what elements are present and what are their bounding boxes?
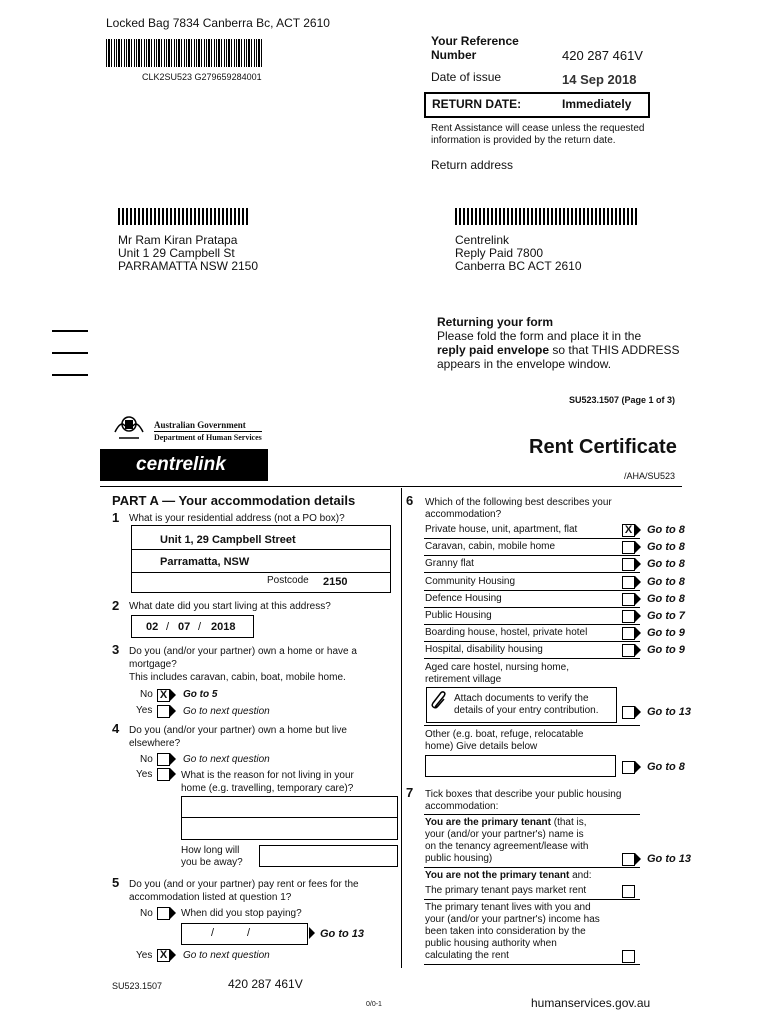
return-label: RETURN DATE:	[432, 97, 522, 111]
q6-option-goto: Go to 8	[647, 558, 685, 570]
row-divider	[424, 555, 640, 556]
row-divider	[424, 590, 640, 591]
q3-line1: Do you (and/or your partner) own a home or have a	[129, 646, 357, 657]
q6-option-goto: Go to 8	[647, 541, 685, 553]
arrow-icon	[635, 761, 641, 773]
returning-instructions	[437, 315, 680, 371]
row-divider	[424, 725, 640, 726]
returning-text3: appears in the envelope window.	[437, 357, 612, 371]
arrow-icon	[170, 949, 176, 961]
arrow-icon	[170, 753, 176, 765]
issue-value: 14 Sep 2018	[562, 72, 637, 87]
field-divider	[132, 572, 390, 573]
primary-goto: Go to 13	[647, 853, 692, 865]
q5-line1: Do you (and or your partner) pay rent or fees for the	[129, 879, 359, 890]
aged-care-line1: Aged care hostel, nursing home,	[425, 662, 569, 673]
footer-ref: 420 287 461V	[228, 977, 303, 991]
q4-yes-label: Yes	[136, 769, 153, 780]
q5-line2: accommodation listed at question 1?	[129, 892, 292, 903]
postal-barcode-recipient	[118, 208, 248, 225]
q5-stop-date-field[interactable]	[181, 923, 308, 945]
primary-bold: You are the primary tenant	[425, 817, 551, 828]
question-number: 3	[112, 642, 120, 657]
address-line1: Unit 1, 29 Campbell Street	[160, 534, 296, 546]
field-divider	[132, 549, 390, 550]
primary-line3: on the tenancy agreement/lease with	[425, 841, 589, 852]
footer-code: SU523.1507	[112, 981, 163, 991]
q6-aged-care	[425, 662, 569, 686]
address-field[interactable]	[131, 525, 391, 593]
other-line2: home) Give details below	[425, 741, 538, 752]
row-divider	[424, 867, 640, 868]
row-divider	[424, 538, 640, 539]
footer-page-mark: 0/0-1	[366, 1001, 382, 1008]
q6-option-checkbox[interactable]	[622, 627, 635, 640]
paperclip-icon	[431, 691, 449, 711]
arrow-icon	[170, 689, 176, 701]
q6-option-goto: Go to 8	[647, 524, 685, 536]
q7-notprimary	[425, 870, 592, 881]
return-to-line3: Canberra BC ACT 2610	[455, 259, 582, 273]
q6-option-goto: Go to 9	[647, 627, 685, 639]
field-divider	[182, 817, 397, 818]
q6-option-checkbox[interactable]	[622, 610, 635, 623]
q3-no-goto: Go to 5	[183, 689, 218, 700]
date-day: 02	[146, 621, 159, 633]
notprimary-rest: and:	[569, 870, 592, 881]
row-divider	[424, 641, 640, 642]
primary-tenant-checkbox[interactable]	[622, 853, 635, 866]
gov-line2: Department of Human Services	[154, 433, 262, 442]
fold-mark	[52, 330, 88, 332]
q6-option-checkbox[interactable]: X	[622, 524, 635, 537]
returning-text1: Please fold the form and place it in the	[437, 329, 642, 343]
q3-line3: This includes caravan, cabin, boat, mobile home.	[129, 672, 346, 683]
q4-howlong-text	[181, 845, 243, 869]
centrelink-logo: centrelink	[136, 454, 226, 475]
form-title: Rent Certificate	[529, 436, 677, 458]
lives-line5: calculating the rent	[425, 950, 509, 961]
date-sep: /	[247, 927, 251, 939]
barcode	[106, 39, 264, 67]
q4-no-goto: Go to next question	[183, 754, 270, 765]
notprimary-bold: You are not the primary tenant	[425, 870, 570, 881]
row-divider	[424, 964, 640, 965]
q4-yes-line2: home (e.g. travelling, temporary care)?	[181, 783, 354, 794]
q3-no-label: No	[140, 689, 153, 700]
question-number: 1	[112, 510, 120, 525]
q6-text	[425, 497, 612, 521]
return-to-line1: Centrelink	[455, 233, 510, 247]
lives-line3: been taken into consideration by the	[425, 926, 586, 937]
q6-option-checkbox[interactable]	[622, 558, 635, 571]
arrow-icon	[635, 610, 641, 622]
q6-option-label: Community Housing	[425, 576, 516, 587]
q3-yes-label: Yes	[136, 705, 153, 716]
q4-reason-field[interactable]	[181, 796, 398, 840]
q7-line1: Tick boxes that describe your public housing	[425, 789, 622, 800]
lives-line4: public housing authority when	[425, 938, 557, 949]
arrow-icon	[635, 558, 641, 570]
q3-yes-goto: Go to next question	[183, 706, 270, 717]
arrow-icon	[170, 768, 176, 780]
question-number: 2	[112, 598, 120, 613]
q6-option-goto: Go to 9	[647, 644, 685, 656]
footer-site: humanservices.gov.au	[531, 996, 651, 1010]
arrow-icon	[635, 627, 641, 639]
part-a-heading: PART A — Your accommodation details	[112, 493, 356, 508]
q6-option-label: Private house, unit, apartment, flat	[425, 524, 578, 535]
q6-option-label: Defence Housing	[425, 593, 502, 604]
rent-notice: Rent Assistance will cease unless the requested information is provided by the return date.	[431, 123, 645, 146]
q5-yes-label: Yes	[136, 950, 153, 961]
form-subcode: /AHA/SU523	[624, 471, 676, 481]
q6-option-label: Boarding house, hostel, private hotel	[425, 627, 588, 638]
q5-yes-checkbox[interactable]: X	[157, 949, 170, 962]
q4-yes-checkbox[interactable]	[157, 768, 170, 781]
lives-line1: The primary tenant lives with you and	[425, 902, 591, 913]
return-to-line2: Reply Paid 7800	[455, 246, 544, 260]
other-details-field[interactable]	[425, 755, 616, 777]
q4-yes-text	[181, 769, 354, 795]
recipient-address	[118, 234, 258, 273]
sender-address: Locked Bag 7834 Canberra Bc, ACT 2610	[106, 16, 330, 30]
q5-text	[129, 878, 359, 904]
date-year: 2018	[211, 621, 236, 633]
address-line2: Parramatta, NSW	[160, 556, 250, 568]
column-divider	[401, 488, 402, 968]
arrow-icon	[635, 541, 641, 553]
market-rent-text: The primary tenant pays market rent	[425, 885, 587, 896]
row-divider	[424, 607, 640, 608]
return-date-box	[424, 92, 650, 118]
market-rent-checkbox[interactable]	[622, 885, 635, 898]
q2-text: What date did you start living at this address?	[129, 601, 331, 612]
returning-heading: Returning your form	[437, 315, 553, 329]
aged-care-line2: retirement village	[425, 674, 502, 685]
primary-line2: your (and/or your partner's) name is	[425, 829, 584, 840]
arrow-icon	[635, 524, 641, 536]
q7-line2: accommodation:	[425, 801, 499, 812]
issue-label: Date of issue	[431, 70, 502, 84]
question-number: 4	[112, 721, 120, 736]
q3-text	[129, 645, 357, 684]
returning-text2: so that THIS ADDRESS	[549, 343, 680, 357]
arrow-icon	[635, 593, 641, 605]
return-address-label: Return address	[431, 158, 514, 172]
q6-option-goto: Go to 8	[647, 593, 685, 605]
howlong-line1: How long will	[181, 845, 240, 856]
q7-text	[425, 789, 621, 813]
q6-option-label: Caravan, cabin, mobile home	[425, 541, 556, 552]
returning-bold: reply paid envelope	[437, 343, 550, 357]
q4-yes-line1: What is the reason for not living in your	[181, 770, 354, 781]
q6-option-label: Granny flat	[425, 558, 474, 569]
row-divider	[424, 572, 640, 573]
row-divider	[424, 899, 640, 900]
q7-primary	[425, 817, 588, 865]
lives-with-checkbox[interactable]	[622, 950, 635, 963]
q4-no-label: No	[140, 754, 153, 765]
section-divider	[100, 486, 682, 487]
attach-line2: details of your entry contribution.	[454, 705, 599, 716]
question-number: 7	[406, 785, 414, 800]
q6-option-label: Hospital, disability housing	[425, 644, 543, 655]
arrow-icon	[635, 706, 641, 718]
postcode-value: 2150	[323, 576, 348, 588]
aged-care-goto: Go to 13	[647, 706, 692, 718]
q6-other	[425, 729, 583, 753]
q7-lives	[425, 902, 600, 962]
centrelink-banner	[100, 449, 268, 481]
q3-line2: mortgage?	[129, 659, 177, 670]
attach-notice	[426, 687, 617, 723]
date-sep: /	[198, 621, 202, 633]
q4-line2: elsewhere?	[129, 738, 181, 749]
q6-option-checkbox[interactable]	[622, 644, 635, 657]
date-sep: /	[211, 927, 215, 939]
start-date-field[interactable]	[131, 615, 254, 638]
q5-no-text: When did you stop paying?	[181, 908, 302, 919]
arrow-icon	[170, 705, 176, 717]
date-month: 07	[178, 621, 191, 633]
arrow-icon	[309, 927, 315, 939]
return-to-address	[455, 234, 582, 273]
row-divider	[424, 658, 640, 659]
reference-value: 420 287 461V	[562, 48, 643, 63]
recipient-line1: Mr Ram Kiran Pratapa	[118, 233, 238, 247]
gov-branding	[154, 419, 262, 444]
arrow-icon	[635, 576, 641, 588]
q4-line1: Do you (and/or your partner) own a home but live	[129, 725, 347, 736]
other-checkbox[interactable]	[622, 761, 635, 774]
other-goto: Go to 8	[647, 761, 685, 773]
q4-text	[129, 724, 347, 750]
arrow-icon	[635, 853, 641, 865]
recipient-line2: Unit 1 29 Campbell St	[118, 246, 235, 260]
reference-label: Your Reference Number	[431, 34, 519, 62]
q6-option-goto: Go to 7	[647, 610, 685, 622]
form-code-page: SU523.1507 (Page 1 of 3)	[569, 395, 676, 405]
q6-line1: Which of the following best describes your	[425, 497, 612, 508]
q5-yes-goto: Go to next question	[183, 950, 270, 961]
fold-mark	[52, 352, 88, 354]
howlong-line2: you be away?	[181, 857, 243, 868]
q6-option-goto: Go to 8	[647, 576, 685, 588]
q1-text: What is your residential address (not a PO box)?	[129, 513, 345, 524]
q6-option-checkbox[interactable]	[622, 541, 635, 554]
q4-no-checkbox[interactable]	[157, 753, 170, 766]
aged-care-checkbox[interactable]	[622, 706, 635, 719]
row-divider	[424, 814, 640, 815]
other-line1: Other (e.g. boat, refuge, relocatable	[425, 729, 584, 740]
return-value: Immediately	[562, 97, 632, 111]
q6-option-label: Public Housing	[425, 610, 492, 621]
coat-of-arms-icon	[111, 412, 147, 442]
attach-line1: Attach documents to verify the	[454, 693, 589, 704]
row-divider	[424, 624, 640, 625]
primary-rest: (that is,	[550, 817, 587, 828]
attach-text	[454, 693, 599, 717]
question-number: 6	[406, 493, 414, 508]
q5-no-label: No	[140, 908, 153, 919]
question-number: 5	[112, 875, 120, 890]
q6-option-checkbox[interactable]	[622, 593, 635, 606]
q5-goto-13: Go to 13	[320, 928, 365, 940]
gov-line1: Australian Government	[154, 420, 246, 430]
primary-line4: public housing)	[425, 853, 493, 864]
date-sep: /	[166, 621, 170, 633]
recipient-line3: PARRAMATTA NSW 2150	[118, 259, 259, 273]
q6-line2: accommodation?	[425, 509, 502, 520]
q5-no-checkbox[interactable]	[157, 907, 170, 920]
q3-yes-checkbox[interactable]	[157, 705, 170, 718]
postcode-label: Postcode	[267, 575, 309, 586]
postal-barcode-return	[455, 208, 637, 225]
q6-option-checkbox[interactable]	[622, 576, 635, 589]
fold-mark	[52, 374, 88, 376]
lives-line2: your (and/or your partner's) income has	[425, 914, 600, 925]
arrow-icon	[635, 644, 641, 656]
barcode-text: CLK2SU523 G279659284001	[142, 72, 262, 82]
arrow-icon	[170, 907, 176, 919]
q4-howlong-field[interactable]	[259, 845, 398, 867]
q3-no-checkbox[interactable]: X	[157, 689, 170, 702]
